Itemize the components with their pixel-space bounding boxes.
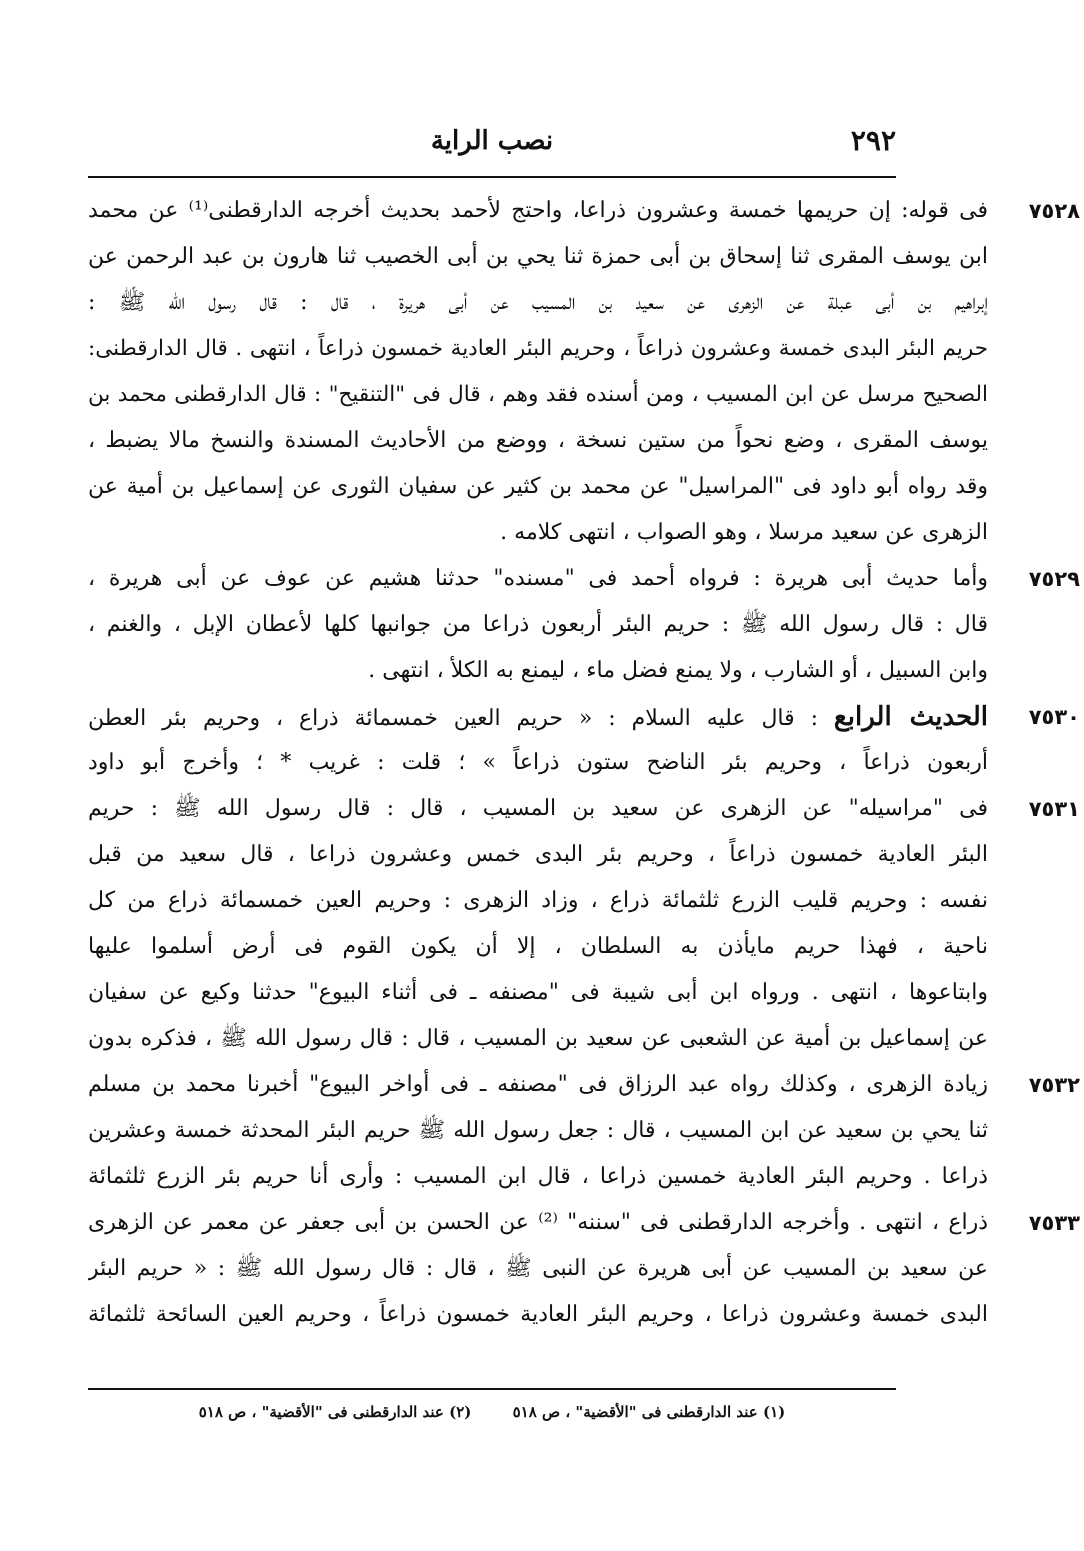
hadith-number: ٧٥٣٣ (1028, 1211, 1080, 1235)
text-line-rest: : قال عليه السلام : « حريم العين خمسمائة ذراع ، وحريم بئر العطن (88, 706, 818, 731)
entry-7529 (88, 556, 1080, 694)
hadith-number: ٧٥٢٩ (1028, 567, 1080, 591)
text-line: عن إسماعيل بن أمية عن الشعبى عن سعيد بن المسيب ، قال : قال رسول الله ﷺ ، فذكره بدون (88, 1026, 988, 1051)
text-line: قال : قال رسول الله ﷺ : حريم البئر أربعون ذراعا من جوانبها كلها لأعطان الإبل ، والغنم ، (88, 612, 988, 637)
entry-7528 (88, 188, 1080, 556)
text-line: الزهرى عن سعيد مرسلا ، وهو الصواب ، انتهى كلامه . (500, 520, 988, 545)
text-line: الصحيح مرسل عن ابن المسيب ، ومن أسنده فقد وهم ، قال فى "التنقيح" : قال الدارقطنى محمد بن (88, 382, 988, 407)
footnote-2: (٢) عند الدارقطنى فى "الأقضية" ، ص ٥١٨ (198, 1403, 472, 1421)
text-line: يوسف المقرى ، وضع نحواً من ستين نسخة ، ووضع من الأحاديث المسندة والنسخ مالا يضبط ، (88, 428, 988, 453)
entry-7533 (88, 1200, 1080, 1338)
text-line: عن سعيد بن المسيب عن أبى هريرة عن النبى ﷺ ، قال : قال رسول الله ﷺ : « حريم البئر (88, 1256, 988, 1281)
page-header (88, 124, 896, 160)
hadith-number: ٧٥٢٨ (1028, 199, 1080, 223)
running-title: نصب الراية (430, 126, 554, 156)
text-line: ذراع ، انتهى . وأخرجه الدارقطنى فى "سننه" ⁽²⁾ عن الحسن بن أبى جعفر عن معمر عن الزهرى (88, 1210, 988, 1235)
entry-7532 (88, 1062, 1080, 1200)
main-text (88, 188, 1080, 1338)
text-line: وابتاعوها ، انتهى . ورواه ابن أبى شيبة فى "مصنفه ـ فى أثناء البيوع" حدثنا وكيع عن سفيان (88, 980, 988, 1005)
text-line: فى قوله: إن حريمها خمسة وعشرون ذراعا، واحتج لأحمد بحديث أخرجه الدارقطنى⁽¹⁾ عن محمد (88, 198, 988, 223)
entry-7531 (88, 786, 1080, 1062)
page-number: ٢٩٢ (850, 124, 896, 157)
footnote-rule (88, 1388, 896, 1390)
entry-7530 (88, 694, 1080, 786)
text-line: إبراهيم بن أبى عبلة عن الزهرى عن سعيد بن المسيب عن أبى هريرة ، قال : قال رسول الله ﷺ : (88, 290, 988, 315)
section-heading: الحديث الرابع (833, 702, 988, 732)
text-line: ذراعا . وحريم البئر العادية خمسين ذراعا ، قال ابن المسيب : وأرى أنا حريم بئر الزرع ثلثمائة (88, 1164, 988, 1189)
text-line: فى "مراسيله" عن الزهرى عن سعيد بن المسيب ، قال : قال رسول الله ﷺ : حريم (88, 796, 988, 821)
text-line: ناحية ، فهذا حريم مايأذن به السلطان ، إلا أن يكون القوم فى أرض أسلموا عليها (88, 934, 988, 959)
text-line: وابن السبيل ، أو الشارب ، ولا يمنع فضل ماء ، ليمنع به الكلأ ، انتهى . (368, 658, 988, 683)
hadith-number: ٧٥٣١ (1028, 797, 1080, 821)
hadith-number: ٧٥٣٠ (1028, 705, 1080, 729)
hadith-number: ٧٥٣٢ (1028, 1073, 1080, 1097)
text-line: ابن يوسف المقرى ثنا إسحاق بن أبى حمزة ثنا يحي بن أبى الخصيب ثنا هارون بن عبد الرحمن عن (88, 244, 988, 269)
text-line: وقد رواه أبو داود فى "المراسيل" عن محمد بن كثير عن سفيان الثورى عن إسماعيل بن أمية عن (88, 474, 988, 499)
text-line: ثنا يحي بن سعيد عن ابن المسيب ، قال : جعل رسول الله ﷺ حريم البئر المحدثة خمسة وعشرين (88, 1118, 988, 1143)
text-line: البدى خمسة وعشرون ذراعا ، وحريم البئر العادية خمسون ذراعاً ، وحريم العين السائحة ثلثمائة (88, 1302, 988, 1327)
text-line: زيادة الزهرى ، وكذلك رواه عبد الرزاق فى "مصنفه ـ فى أواخر البيوع" أخبرنا محمد بن مسلم (88, 1072, 988, 1097)
text-line: حريم البئر البدى خمسة وعشرون ذراعاً ، وحريم البئر العادية خمسون ذراعاً ، انتهى . قال الدارقطنى: (88, 336, 988, 361)
text-line: نفسه : وحريم قليب الزرع ثلثمائة ذراع ، وزاد الزهرى : وحريم العين خمسمائة ذراع من كل (88, 888, 988, 913)
text-line: أربعون ذراعاً ، وحريم بئر الناضح ستون ذراعاً » ؛ قلت : غريب * ؛ وأخرج أبو داود (88, 750, 988, 775)
footnotes (88, 1396, 896, 1428)
text-line: البئر العادية خمسون ذراعاً ، وحريم بئر البدى خمس وعشرون ذراعا ، قال سعيد من قبل (88, 842, 988, 867)
text-line: وأما حديث أبى هريرة : فرواه أحمد فى "مسنده" حدثنا هشيم عن عوف عن أبى هريرة ، (88, 566, 988, 591)
footnote-1: (١) عند الدارقطنى فى "الأقضية" ، ص ٥١٨ (512, 1403, 786, 1421)
header-rule (88, 176, 896, 178)
text-line (88, 694, 988, 740)
